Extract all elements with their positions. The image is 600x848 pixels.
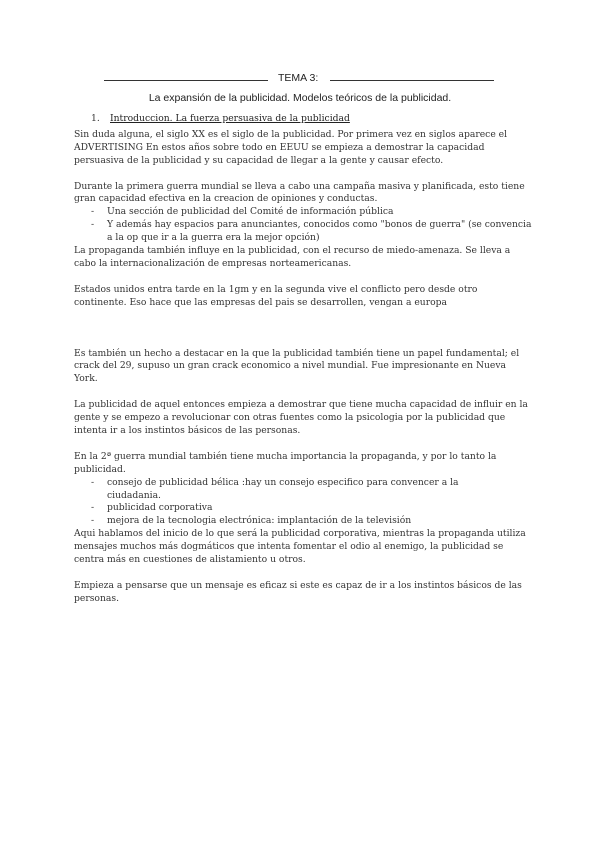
bullet-marker: - [91, 219, 95, 231]
paragraph: Aqui hablamos del inicio de lo que será la publicidad corporativa, mientras la propaganda utiliza mensajes muchos más dogmáticos que intenta fomentar el odio al enemigo, la publicidad se centra más en cuestiones de alistamiento u otros. [74, 528, 526, 566]
list-item [74, 219, 532, 245]
list-item [74, 477, 532, 503]
list-item [74, 515, 532, 528]
paragraph: La publicidad de aquel entonces empieza a demostrar que tiene mucha capacidad de influir en la gente y se empezo a revolucionar con otras fuentes como la psicologia por la publicidad que intenta ir a los instintos básicos de las personas. [74, 399, 528, 436]
list-item-text: mejora de la tecnologia electrónica: implantación de la televisión [107, 515, 412, 527]
topic-label: TEMA 3: [278, 72, 319, 84]
bullet-marker: - [91, 206, 95, 218]
paragraph: Es también un hecho a destacar en la que la publicidad también tiene un papel fundamental; el crack del 29, supuso un gran crack economico a nivel mundial. Fue impresionante en Nueva York. [74, 347, 520, 385]
section-number: 1. [91, 113, 100, 124]
list-item-text: Una sección de publicidad del Comité de información pública [107, 206, 394, 218]
header-rule-left [104, 80, 268, 81]
section-title: Introduccion. La fuerza persuasiva de la publicidad [110, 113, 350, 124]
bullet-marker: - [91, 502, 95, 514]
paragraph: La propaganda también influye en la publicidad, con el recurso de miedo-amenaza. Se lleva a cabo la internacionalización de empresas norteamericanas. [74, 245, 511, 269]
header-row [0, 72, 600, 88]
paragraph: Estados unidos entra tarde en la 1gm y en la segunda vive el conflicto pero desde otro continente. Eso hace que las empresas del pais se desarrollen, vengan a europa [74, 283, 478, 308]
bullet-list [74, 477, 532, 529]
document-subtitle: La expansión de la publicidad. Modelos teóricos de la publicidad. [148, 92, 452, 104]
document-body [74, 113, 532, 606]
bullet-list [74, 206, 532, 245]
paragraph: Empieza a pensarse que un mensaje es eficaz si este es capaz de ir a los instintos básicos de las personas. [74, 579, 522, 604]
paragraph: Durante la primera guerra mundial se lleva a cabo una campaña masiva y planificada, esto tiene gran capacidad efectiva en la creacion de opiniones y conductas. [74, 180, 525, 205]
list-item-text: consejo de publicidad bélica :hay un consejo especifico para convencer a la ciudadania. [107, 476, 459, 501]
list-item [74, 206, 532, 219]
section-heading [91, 113, 532, 126]
bullet-marker: - [91, 515, 95, 527]
paragraph: En la 2ª guerra mundial también tiene mucha importancia la propaganda, y por lo tanto la publicidad. [74, 450, 497, 475]
paragraph: Sin duda alguna, el siglo XX es el siglo de la publicidad. Por primera vez en siglos aparece el ADVERTISING En estos años sobre todo en EEUU se empieza a demostrar la capacidad persuasiva de la publicidad y su capacidad de llegar a la gente y causar efecto. [74, 128, 508, 166]
header-rule-right [330, 80, 494, 81]
list-item-text: publicidad corporativa [107, 502, 213, 514]
bullet-marker: - [91, 476, 95, 488]
list-item [74, 502, 532, 515]
list-item-text: Y además hay espacios para anunciantes, conocidos como "bonos de guerra" (se convencia a la op que ir a la guerra era la mejor opción) [107, 219, 532, 244]
